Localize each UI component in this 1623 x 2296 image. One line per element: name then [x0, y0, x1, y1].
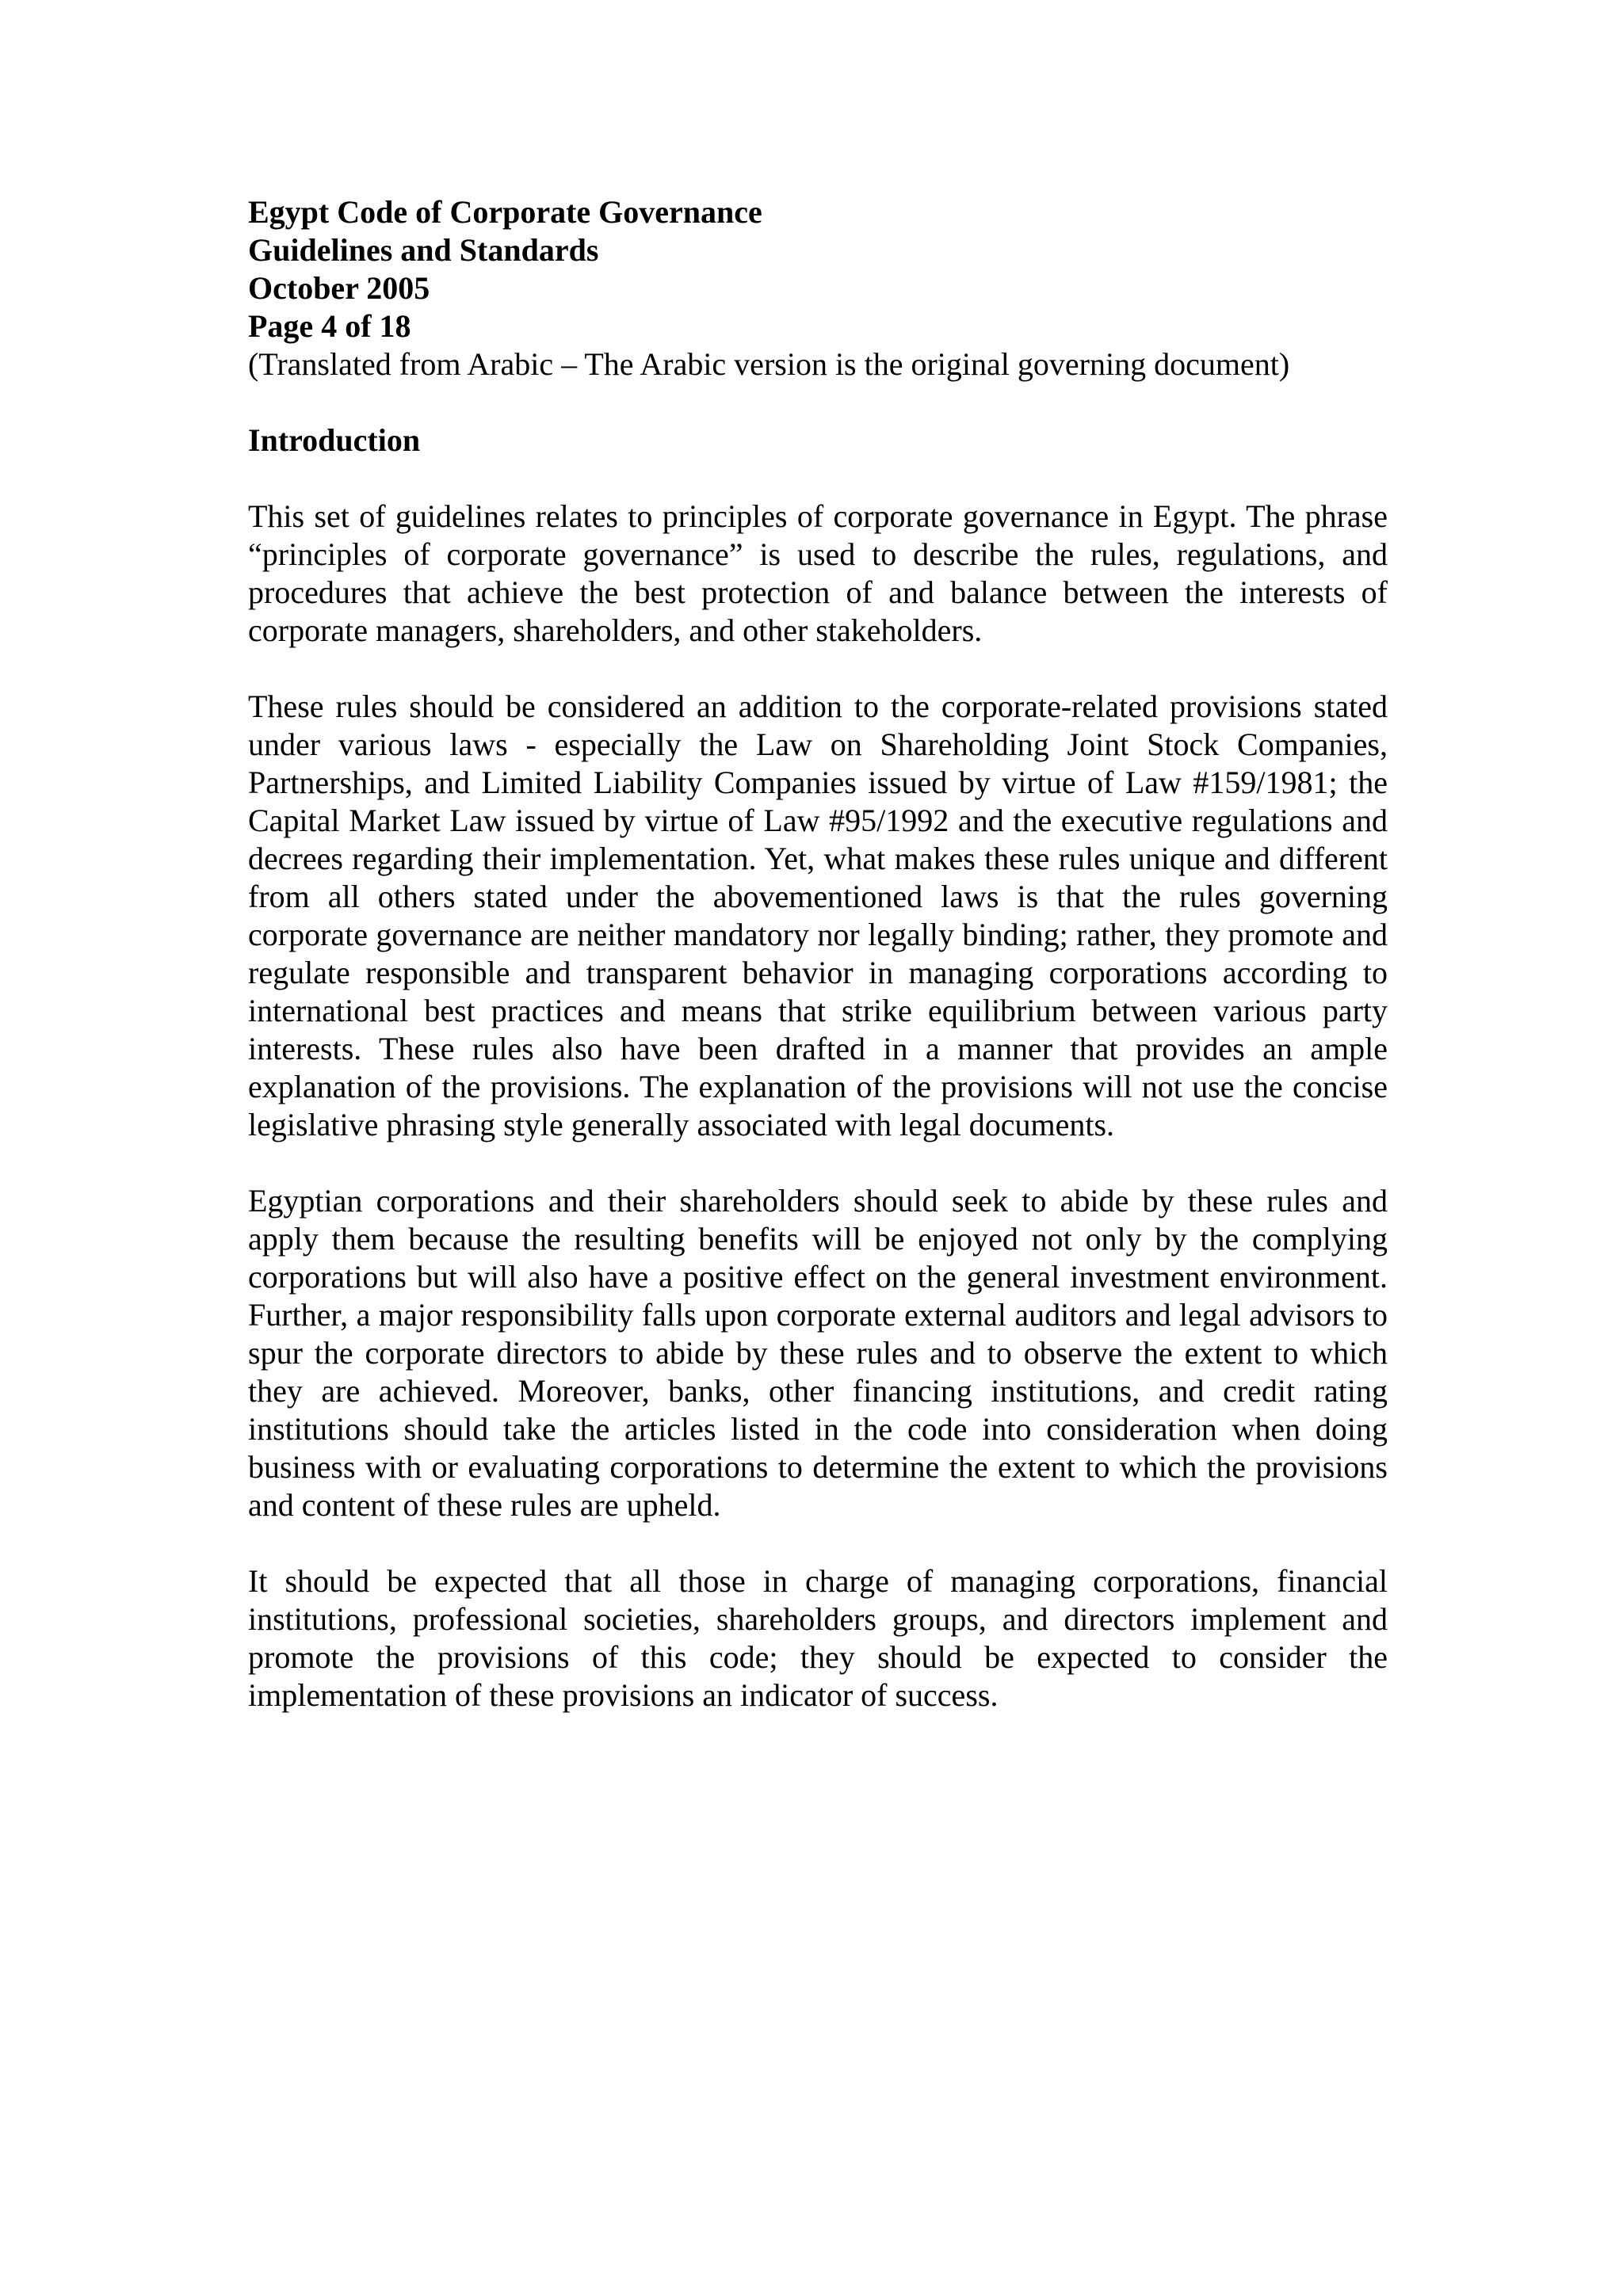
page-number: Page 4 of 18 — [248, 308, 411, 344]
document-header — [248, 193, 1388, 383]
document-date: October 2005 — [248, 270, 430, 306]
paragraph: This set of guidelines relates to principles of corporate governance in Egypt. The phrase “principles of corporate governance” is used to describe the rules, regulations, and procedures that achieve the best protection of and balance between the interests of corporate managers, shareholders, and other stakeholders. — [248, 498, 1388, 648]
section-heading: Introduction — [248, 422, 421, 458]
paragraph: Egyptian corporations and their shareholders should seek to abide by these rules and apply them because the resulting benefits will be enjoyed not only by the complying corporations but will also have a positive effect on the general investment environment. Further, a major responsibility falls upon corporate external auditors and legal advisors to spur the corporate directors to abide by these rules and to observe the extent to which they are achieved. Moreover, banks, other financing institutions, and credit rating institutions should take the articles listed in the code into consideration when doing business with or evaluating corporations to determine the extent to which the provisions and content of these rules are upheld. — [248, 1183, 1388, 1523]
document-title: Egypt Code of Corporate Governance — [248, 194, 762, 230]
paragraph: These rules should be considered an addition to the corporate-related provisions stated under various laws - especially the Law on Shareholding Joint Stock Companies, Partnerships, and Limited Liability Companies issued by virtue of Law #159/1981; the Capital Market Law issued by virtue of Law #95/1992 and the executive regulations and decrees regarding their implementation. Yet, what makes these rules unique and different from all others stated under the abovementioned laws is that the rules governing corporate governance are neither mandatory nor legally binding; rather, they promote and regulate responsible and transparent behavior in managing corporations according to international best practices and means that strike equilibrium between various party interests. These rules also have been drafted in a manner that provides an ample explanation of the provisions. The explanation of the provisions will not use the concise legislative phrasing style generally associated with legal documents. — [248, 688, 1388, 1142]
document-content — [248, 193, 1388, 1714]
document-subtitle: Guidelines and Standards — [248, 232, 599, 268]
translation-note: (Translated from Arabic – The Arabic version is the original governing document) — [248, 346, 1290, 382]
paragraph: It should be expected that all those in charge of managing corporations, financial institutions, professional societies, shareholders groups, and directors implement and promote the provisions of this code; they should be expected to consider the implementation of these provisions an indicator of success. — [248, 1563, 1388, 1713]
